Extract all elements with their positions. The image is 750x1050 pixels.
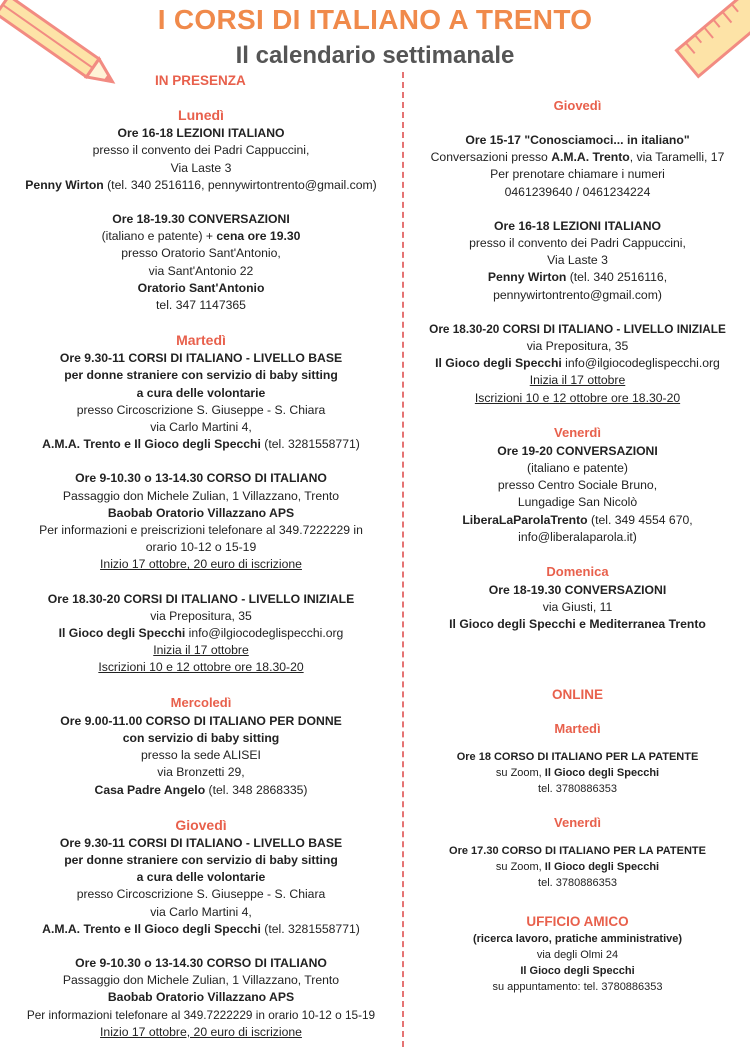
event-line: Inizio 17 ottobre, 20 euro di iscrizione — [100, 557, 302, 572]
event-line: Iscrizioni 10 e 12 ottobre ore 18.30-20 — [98, 660, 304, 675]
event-line: (ricerca lavoro, pratiche amministrative) — [472, 932, 683, 945]
left-column — [0, 72, 402, 1041]
event-line: Passaggio don Michele Zulian, 1 Villazzano, Trento — [62, 973, 340, 988]
event-line: via Prepositura, 35 — [526, 339, 629, 354]
event-line: (italiano e patente) + cena ore 19.30 — [101, 229, 301, 244]
event-line: Via Laste 3 — [170, 160, 232, 175]
event-line: Per informazioni telefonare al 349.7222229 in orario 10-12 o 15-19 — [26, 1007, 376, 1022]
event-contact: Casa Padre Angelo (tel. 348 2868335) — [94, 782, 308, 797]
day-giovedi-right: Giovedì — [553, 98, 602, 113]
event-contact: Il Gioco degli Specchi info@ilgiocodeglispecchi.org — [435, 356, 720, 371]
event-line: via Sant'Antonio 22 — [148, 263, 254, 278]
event-contact: A.M.A. Trento e Il Gioco degli Specchi (tel. 3281558771) — [42, 437, 360, 452]
event-line: Iscrizioni 10 e 12 ottobre ore 18.30-20 — [474, 390, 681, 405]
event-contact: Penny Wirton (tel. 340 2516116, — [487, 270, 668, 285]
section-online: ONLINE — [551, 686, 603, 702]
event-title: Ore 18-19.30 CONVERSAZIONI — [112, 212, 290, 227]
event-line: presso la sede ALISEI — [141, 748, 261, 763]
column-divider — [402, 72, 404, 1047]
event-line: orario 10-12 o 15-19 — [145, 540, 257, 555]
event-title: Ore 19-20 CONVERSAZIONI — [497, 443, 658, 458]
day-venerdi: Venerdì — [554, 424, 601, 440]
event-title: Ore 9-10.30 o 13-14.30 CORSO DI ITALIANO — [75, 955, 327, 970]
event-line: Via Laste 3 — [547, 253, 608, 268]
event-line: Per informazioni e preiscrizioni telefonare al 349.7222229 in — [39, 523, 363, 538]
event-line: info@liberalaparola.it) — [518, 529, 637, 544]
event-title: Ore 16-18 LEZIONI ITALIANO — [493, 218, 662, 233]
right-column — [405, 92, 750, 995]
event-line: via Bronzetti 29, — [157, 765, 245, 780]
event-title: Ore 18.30-20 CORSI DI ITALIANO - LIVELLO INIZIALE — [47, 591, 355, 606]
event-contact: Il Gioco degli Specchi info@ilgiocodeglispecchi.org — [58, 626, 344, 641]
event-line: via Prepositura, 35 — [150, 608, 252, 623]
event-title: Ore 16-18 LEZIONI ITALIANO — [117, 126, 285, 141]
event-title: Ore 15-17 "Conosciamoci... in italiano" — [465, 133, 690, 147]
event-line: pennywirtontrento@gmail.com) — [493, 287, 662, 302]
event-title: Ore 9.00-11.00 CORSO DI ITALIANO PER DONNE — [60, 713, 342, 728]
event-line: Inizia il 17 ottobre — [153, 643, 249, 658]
event-line: via Giusti, 11 — [542, 600, 613, 615]
event-line: presso il convento dei Padri Cappuccini, — [92, 143, 310, 158]
event-line: Passaggio don Michele Zulian, 1 Villazzano, Trento — [62, 488, 340, 503]
day-domenica: Domenica — [546, 564, 609, 580]
event-organizer: Il Gioco degli Specchi — [520, 964, 635, 977]
page-title: I CORSI DI ITALIANO A TRENTO — [157, 4, 593, 35]
event-organizer: Oratorio Sant'Antonio — [137, 280, 265, 295]
event-contact: Penny Wirton (tel. 340 2516116, pennywirtontrento@gmail.com) — [25, 177, 377, 192]
day-martedi: Martedì — [176, 332, 226, 349]
event-line: presso il convento dei Padri Cappuccini, — [469, 236, 686, 251]
event-title: Ore 18 CORSO DI ITALIANO PER LA PATENTE — [456, 750, 699, 763]
event-line: presso Oratorio Sant'Antonio, — [121, 246, 281, 261]
event-line: su Zoom, Il Gioco degli Specchi — [495, 766, 660, 779]
event-line: tel. 3780886353 — [538, 876, 617, 889]
event-line: Lungadige San Nicolò — [517, 495, 638, 510]
event-line: su appuntamento: tel. 3780886353 — [492, 980, 663, 993]
event-title: Ore 18.30-20 CORSI DI ITALIANO - LIVELLO INIZIALE — [429, 321, 726, 336]
event-line: presso Circoscrizione S. Giuseppe - S. Chiara — [76, 402, 326, 417]
event-line: via degli Olmi 24 — [536, 948, 619, 961]
event-organizer: Baobab Oratorio Villazzano APS — [107, 505, 295, 520]
event-title: Ore 9-10.30 o 13-14.30 CORSO DI ITALIANO — [75, 471, 327, 486]
event-line: via Carlo Martini 4, — [150, 420, 252, 435]
event-line: su Zoom, Il Gioco degli Specchi — [495, 860, 660, 873]
event-line: per donne straniere con servizio di baby sitting — [64, 368, 338, 383]
event-contact: A.M.A. Trento e Il Gioco degli Specchi (tel. 3281558771) — [42, 921, 360, 936]
event-line: via Carlo Martini 4, — [150, 904, 252, 919]
event-line: a cura delle volontarie — [136, 870, 266, 885]
event-line: presso Centro Sociale Bruno, — [497, 478, 658, 493]
event-line: Per prenotare chiamare i numeri — [490, 167, 665, 182]
day-online-venerdi: Venerdì — [554, 814, 601, 830]
section-ufficio-amico: UFFICIO AMICO — [526, 913, 629, 929]
event-line: Inizia il 17 ottobre — [529, 373, 626, 388]
event-title: Ore 17.30 CORSO DI ITALIANO PER LA PATENTE — [449, 844, 706, 857]
day-mercoledi: Mercoledì — [170, 694, 232, 710]
event-line: 0461239640 / 0461234224 — [504, 184, 651, 199]
event-organizer: Il Gioco degli Specchi e Mediterranea Trento — [449, 617, 706, 632]
event-title: Ore 9.30-11 CORSI DI ITALIANO - LIVELLO BASE — [59, 835, 343, 850]
event-line: tel. 347 1147365 — [156, 298, 246, 313]
event-line: Inizio 17 ottobre, 20 euro di iscrizione — [100, 1024, 302, 1039]
page-subtitle: Il calendario settimanale — [235, 42, 515, 69]
event-line: tel. 3780886353 — [538, 782, 617, 795]
event-line: Conversazioni presso A.M.A. Trento, via Taramelli, 17 — [430, 150, 725, 165]
event-organizer: Baobab Oratorio Villazzano APS — [107, 990, 295, 1005]
section-in-presenza: IN PRESENZA — [155, 73, 246, 88]
day-giovedi: Giovedì — [175, 816, 227, 833]
day-lunedi: Lunedì — [178, 107, 224, 124]
event-line: (italiano e patente) — [527, 461, 628, 476]
event-line: per donne straniere con servizio di baby sitting — [64, 852, 338, 867]
event-title: Ore 9.30-11 CORSI DI ITALIANO - LIVELLO BASE — [59, 351, 343, 366]
event-line: a cura delle volontarie — [136, 385, 266, 400]
event-contact: LiberaLaParolaTrento (tel. 349 4554 670, — [462, 512, 693, 527]
event-line: presso Circoscrizione S. Giuseppe - S. Chiara — [76, 887, 326, 902]
event-title: Ore 18-19.30 CONVERSAZIONI — [488, 583, 667, 598]
event-line: con servizio di baby sitting — [122, 730, 280, 745]
day-online-martedi: Martedì — [554, 720, 601, 736]
